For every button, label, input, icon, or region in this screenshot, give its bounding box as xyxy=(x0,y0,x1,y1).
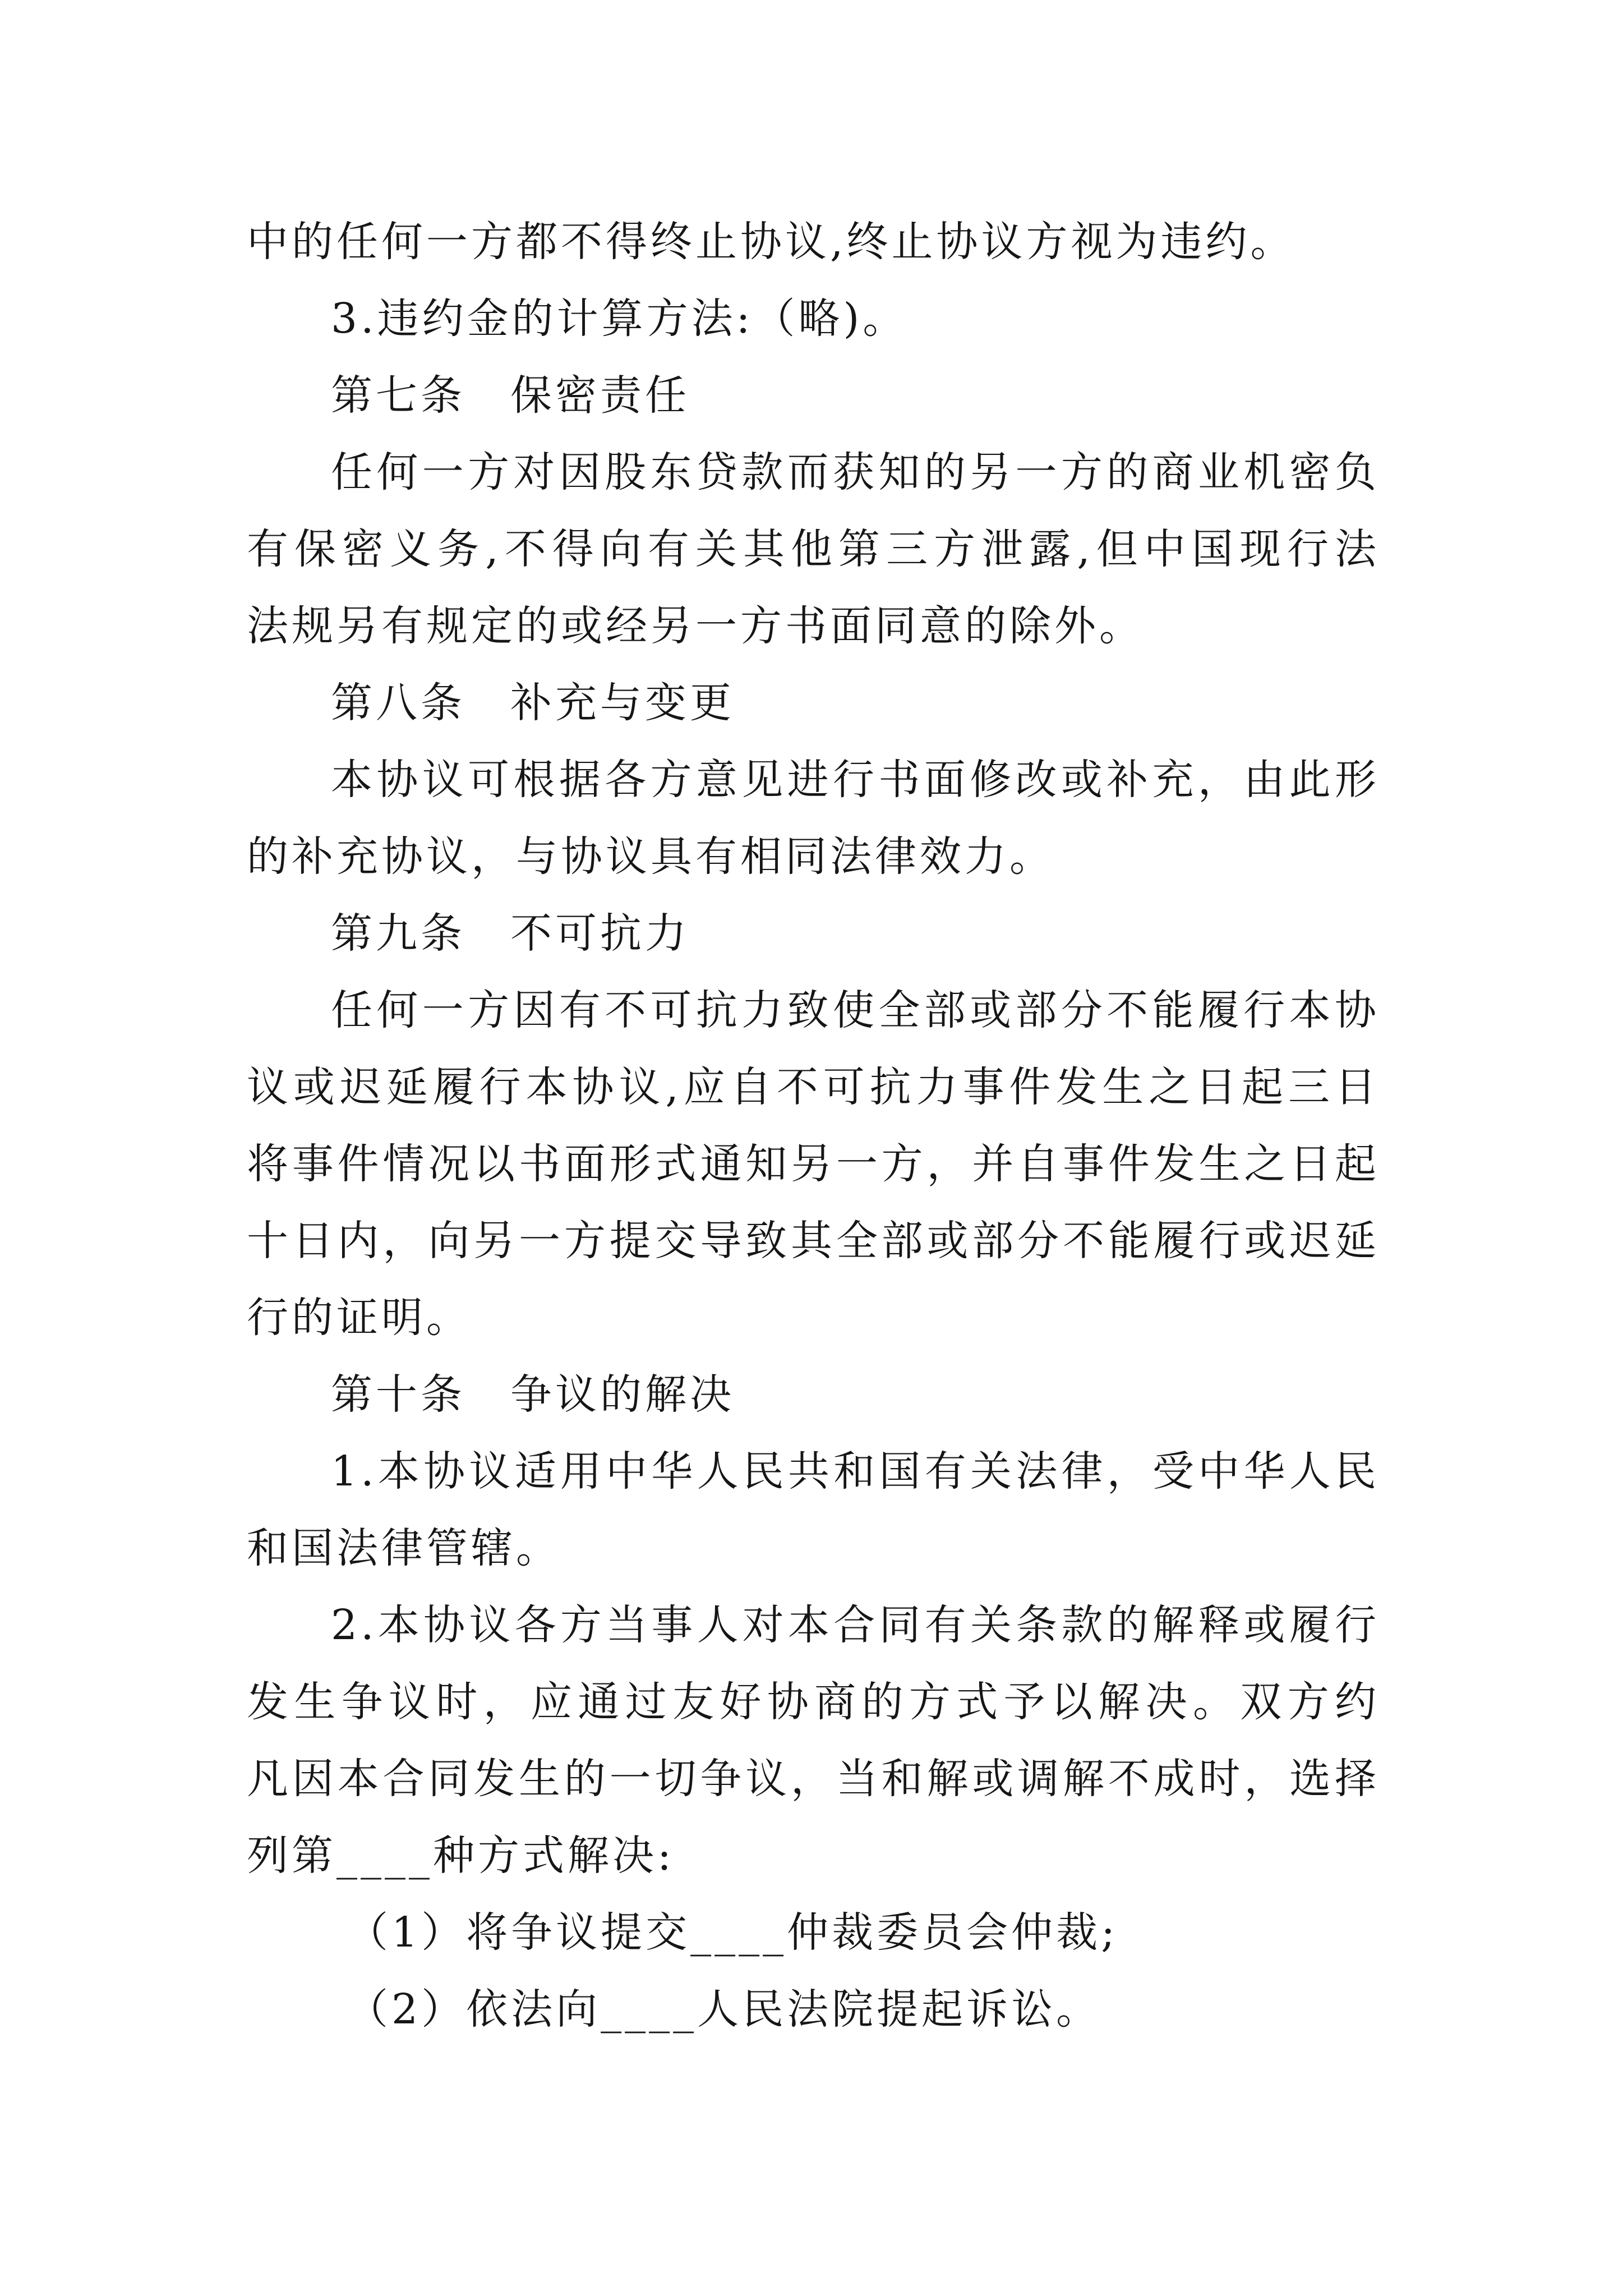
list-item: （1）将争议提交____仲裁委员会仲裁; xyxy=(347,1908,1119,1957)
text-line: 本协议可根据各方意见进行书面修改或补充，由此形 xyxy=(331,756,1380,804)
text-line: 和国法律管辖。 xyxy=(247,1524,561,1572)
section-heading: 第八条 补充与变更 xyxy=(331,679,735,727)
text-line: 中的任何一方都不得终止协议,终止协议方视为违约。 xyxy=(247,218,1295,266)
text-line: 法规另有规定的或经另一方书面同意的除外。 xyxy=(247,602,1144,650)
section-heading: 第七条 保密责任 xyxy=(331,371,690,420)
list-item: （2）依法向____人民法院提起诉讼。 xyxy=(347,1985,1101,2033)
text-line: 的补充协议，与协议具有相同法律效力。 xyxy=(247,832,1054,881)
text-line: 任何一方因有不可抗力致使全部或部分不能履行本协 xyxy=(331,986,1380,1034)
text-line: 2.本协议各方当事人对本合同有关条款的解释或履行 xyxy=(331,1601,1380,1649)
text-line: 发生争议时，应通过友好协商的方式予以解决。双方约 xyxy=(247,1678,1380,1726)
document-body xyxy=(247,204,1380,2048)
text-line: 十日内，向另一方提交导致其全部或部分不能履行或迟延 xyxy=(247,1217,1380,1265)
text-line: 凡因本合同发生的一切争议，当和解或调解不成时，选择 xyxy=(247,1755,1380,1803)
text-line: 3.违约金的计算方法:（略)。 xyxy=(331,295,908,343)
text-line: 行的证明。 xyxy=(247,1294,471,1342)
text-line: 议或迟延履行本协议,应自不可抗力事件发生之日起三日 xyxy=(247,1063,1380,1111)
section-heading: 第十条 争议的解决 xyxy=(331,1370,735,1419)
section-heading: 第九条 不可抗力 xyxy=(331,909,690,958)
text-line: 将事件情况以书面形式通知另一方，并自事件发生之日起 xyxy=(247,1140,1380,1188)
text-line: 有保密义务,不得向有关其他第三方泄露,但中国现行法 xyxy=(247,525,1380,573)
text-line: 任何一方对因股东贷款而获知的另一方的商业机密负 xyxy=(331,448,1380,496)
text-line: 1.本协议适用中华人民共和国有关法律，受中华人民 xyxy=(331,1447,1380,1496)
text-line: 列第____种方式解决: xyxy=(247,1832,675,1880)
